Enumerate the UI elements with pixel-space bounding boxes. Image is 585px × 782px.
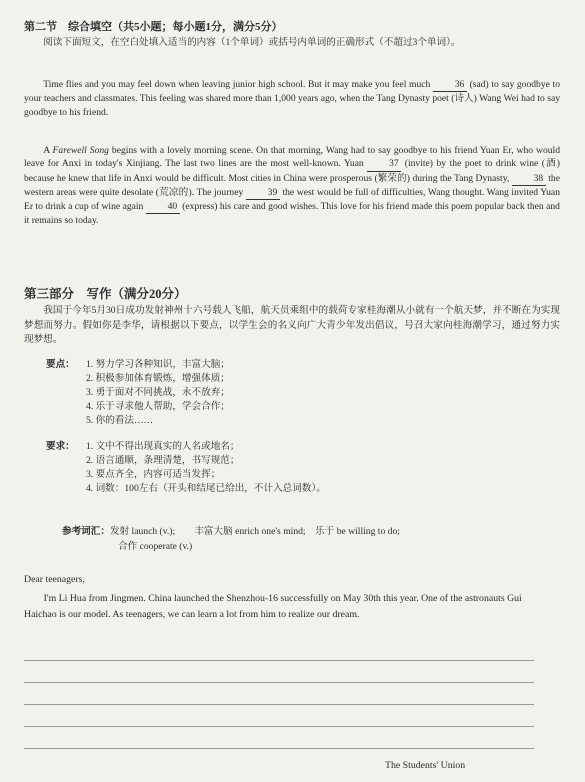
letter-body: I'm Li Hua from Jingmen. China launched the Shenzhou-16 successfully on May 30th this year. One of the astronauts Gui Haichao is our model. As teenagers, we can learn a lot from him to realize our dream.	[24, 593, 522, 620]
letter-greeting: Dear teenagers,	[24, 574, 85, 585]
blank-37: 37	[367, 157, 401, 171]
list-item: 3. 要点齐全，内容可适当发挥；	[86, 469, 221, 480]
writing-line	[24, 726, 534, 727]
section2-instruction: 阅读下面短文，在空白处填入适当的内容（1个单词）或括号内单词的正确形式（不超过3个单词）。	[43, 37, 461, 48]
writing-line	[24, 704, 534, 705]
cloze-text: (express) his care and good wishes. This love for his friend made this poem popular back then and it remains so today.	[24, 201, 560, 227]
part3-intro: 我国于今年5月30日成功发射神州十六号载人飞船，航天员乘组中的载荷专家桂海潮从小就有一个航天梦，并不断在为实现梦想而努力。假如你是李华，请根据以下要点，以学生会的名义向广大青少年发出倡议，号召大家向桂海潮学习，通过努力实现梦想。	[24, 305, 560, 345]
writing-line	[24, 682, 534, 683]
requirements-label: 要求：	[46, 441, 75, 452]
poem-title: Farewell Song	[52, 145, 109, 156]
writing-line	[24, 660, 534, 661]
cloze-text: A	[43, 145, 50, 156]
cloze-text: (invite) by the poet to drink wine (酒) because he knew that life in Anxi would be difficult. Most cities in China were prosperous (繁荣的) during the Tang Dynasty,	[24, 158, 560, 184]
writing-line	[24, 748, 534, 749]
blank-36: 36	[433, 78, 467, 92]
cloze-text: (sad) to say goodbye to your teachers and classmates. This feeling was shared more than 1,000 years ago, when the Tang Dynasty poet (诗人) Wang Wei had to say goodbye to his friend.	[24, 79, 560, 118]
cloze-text: the western areas were quite desolate (荒凉的). The journey	[24, 172, 560, 198]
cloze-paragraph-2	[24, 144, 560, 228]
list-item: 5. 你的看法……	[86, 415, 154, 426]
reference-vocabulary	[62, 524, 400, 554]
list-item: 2. 语言通顺，条理清楚，书写规范；	[86, 455, 240, 466]
letter-signature: The Students' Union	[385, 760, 466, 771]
list-item: 4. 乐于寻求他人帮助，学会合作；	[86, 401, 230, 412]
cloze-paragraph-1	[24, 78, 560, 119]
blank-40: 40	[146, 200, 180, 214]
part3-title: 第三部分 写作（满分20分）	[24, 287, 187, 301]
section2-title: 第二节 综合填空（共5小题；每小题1分，满分5分）	[24, 21, 283, 33]
cloze-text: begins with a lovely morning scene. On that morning, Wang had to say goodbye to his friend Yuan Er, who would leave for Anxi in today's Xinjiang. The last two lines are the most well-known. Yuan	[24, 145, 560, 170]
vocab-line: 发射 launch (v.); 丰富大脑 enrich one's mind; 乐于 be willing to do;	[109, 526, 400, 537]
list-item: 1. 文中不得出现真实的人名或地名；	[86, 441, 240, 452]
requirements-list	[46, 440, 526, 496]
vocab-line: 合作 cooperate (v.)	[118, 541, 193, 552]
list-item: 3. 勇于面对不同挑战，永不放弃；	[86, 387, 230, 398]
blank-38: 38	[512, 172, 546, 186]
points-label: 要点：	[46, 359, 75, 370]
list-item: 1. 努力学习各种知识，丰富大脑；	[86, 359, 230, 370]
cloze-text: the west would be full of difficulties, Wang thought. Wang invited Yuan Er to drink a cup of wine again	[24, 186, 560, 213]
points-list	[46, 358, 526, 428]
blank-39: 39	[246, 186, 280, 200]
vocab-label: 参考词汇：	[62, 526, 110, 537]
list-item: 4. 词数：100左右（开头和结尾已给出，不计入总词数）。	[86, 483, 326, 494]
cloze-text: Time flies and you may feel down when leaving junior high school. But it may make you feel much	[43, 79, 431, 90]
list-item: 2. 积极参加体育锻炼，增强体质；	[86, 373, 230, 384]
